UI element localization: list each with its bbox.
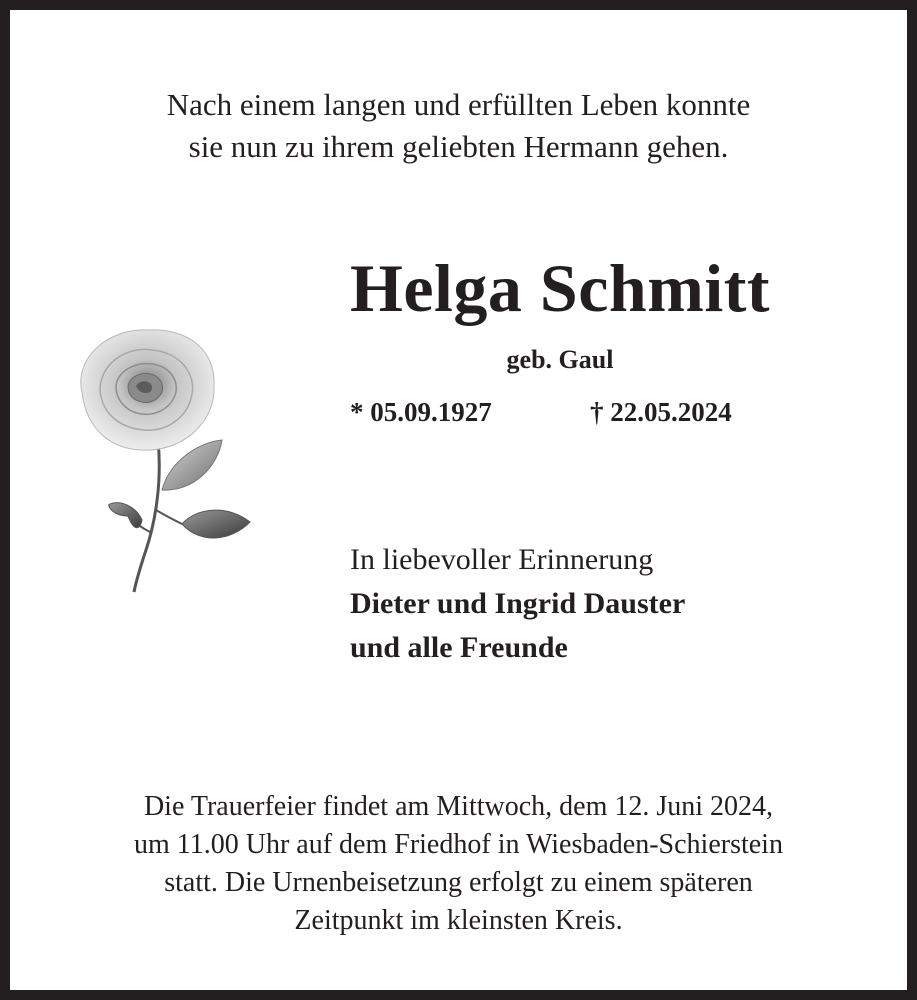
service-line: Zeitpunkt im kleinsten Kreis. <box>294 905 623 936</box>
rose-icon <box>70 320 255 600</box>
service-line: statt. Die Urnenbeisetzung erfolgt zu einem späteren <box>164 867 753 898</box>
deceased-name: Helga Schmitt <box>349 250 771 326</box>
mourners-names: Dieter und Ingrid Dauster <box>350 587 686 620</box>
service-line: um 11.00 Uhr auf dem Friedhof in Wiesbaden-Schierstein <box>134 829 783 860</box>
memory-line: In liebevoller Erinnerung <box>350 543 654 576</box>
memory-block <box>350 538 685 670</box>
intro-line: Nach einem langen und erfüllten Leben konnte <box>166 87 751 122</box>
life-dates <box>350 394 810 430</box>
intro-text <box>10 84 907 168</box>
service-info <box>10 788 907 940</box>
service-line: Die Trauerfeier findet am Mittwoch, dem 12. Juni 2024, <box>143 791 774 822</box>
maiden-name: geb. Gaul <box>506 345 614 374</box>
birth-date: * 05.09.1927 <box>350 397 492 427</box>
intro-line: sie nun zu ihrem geliebten Hermann gehen. <box>188 129 729 164</box>
death-date: † 22.05.2024 <box>590 397 732 427</box>
mourners-friends: und alle Freunde <box>350 631 568 664</box>
